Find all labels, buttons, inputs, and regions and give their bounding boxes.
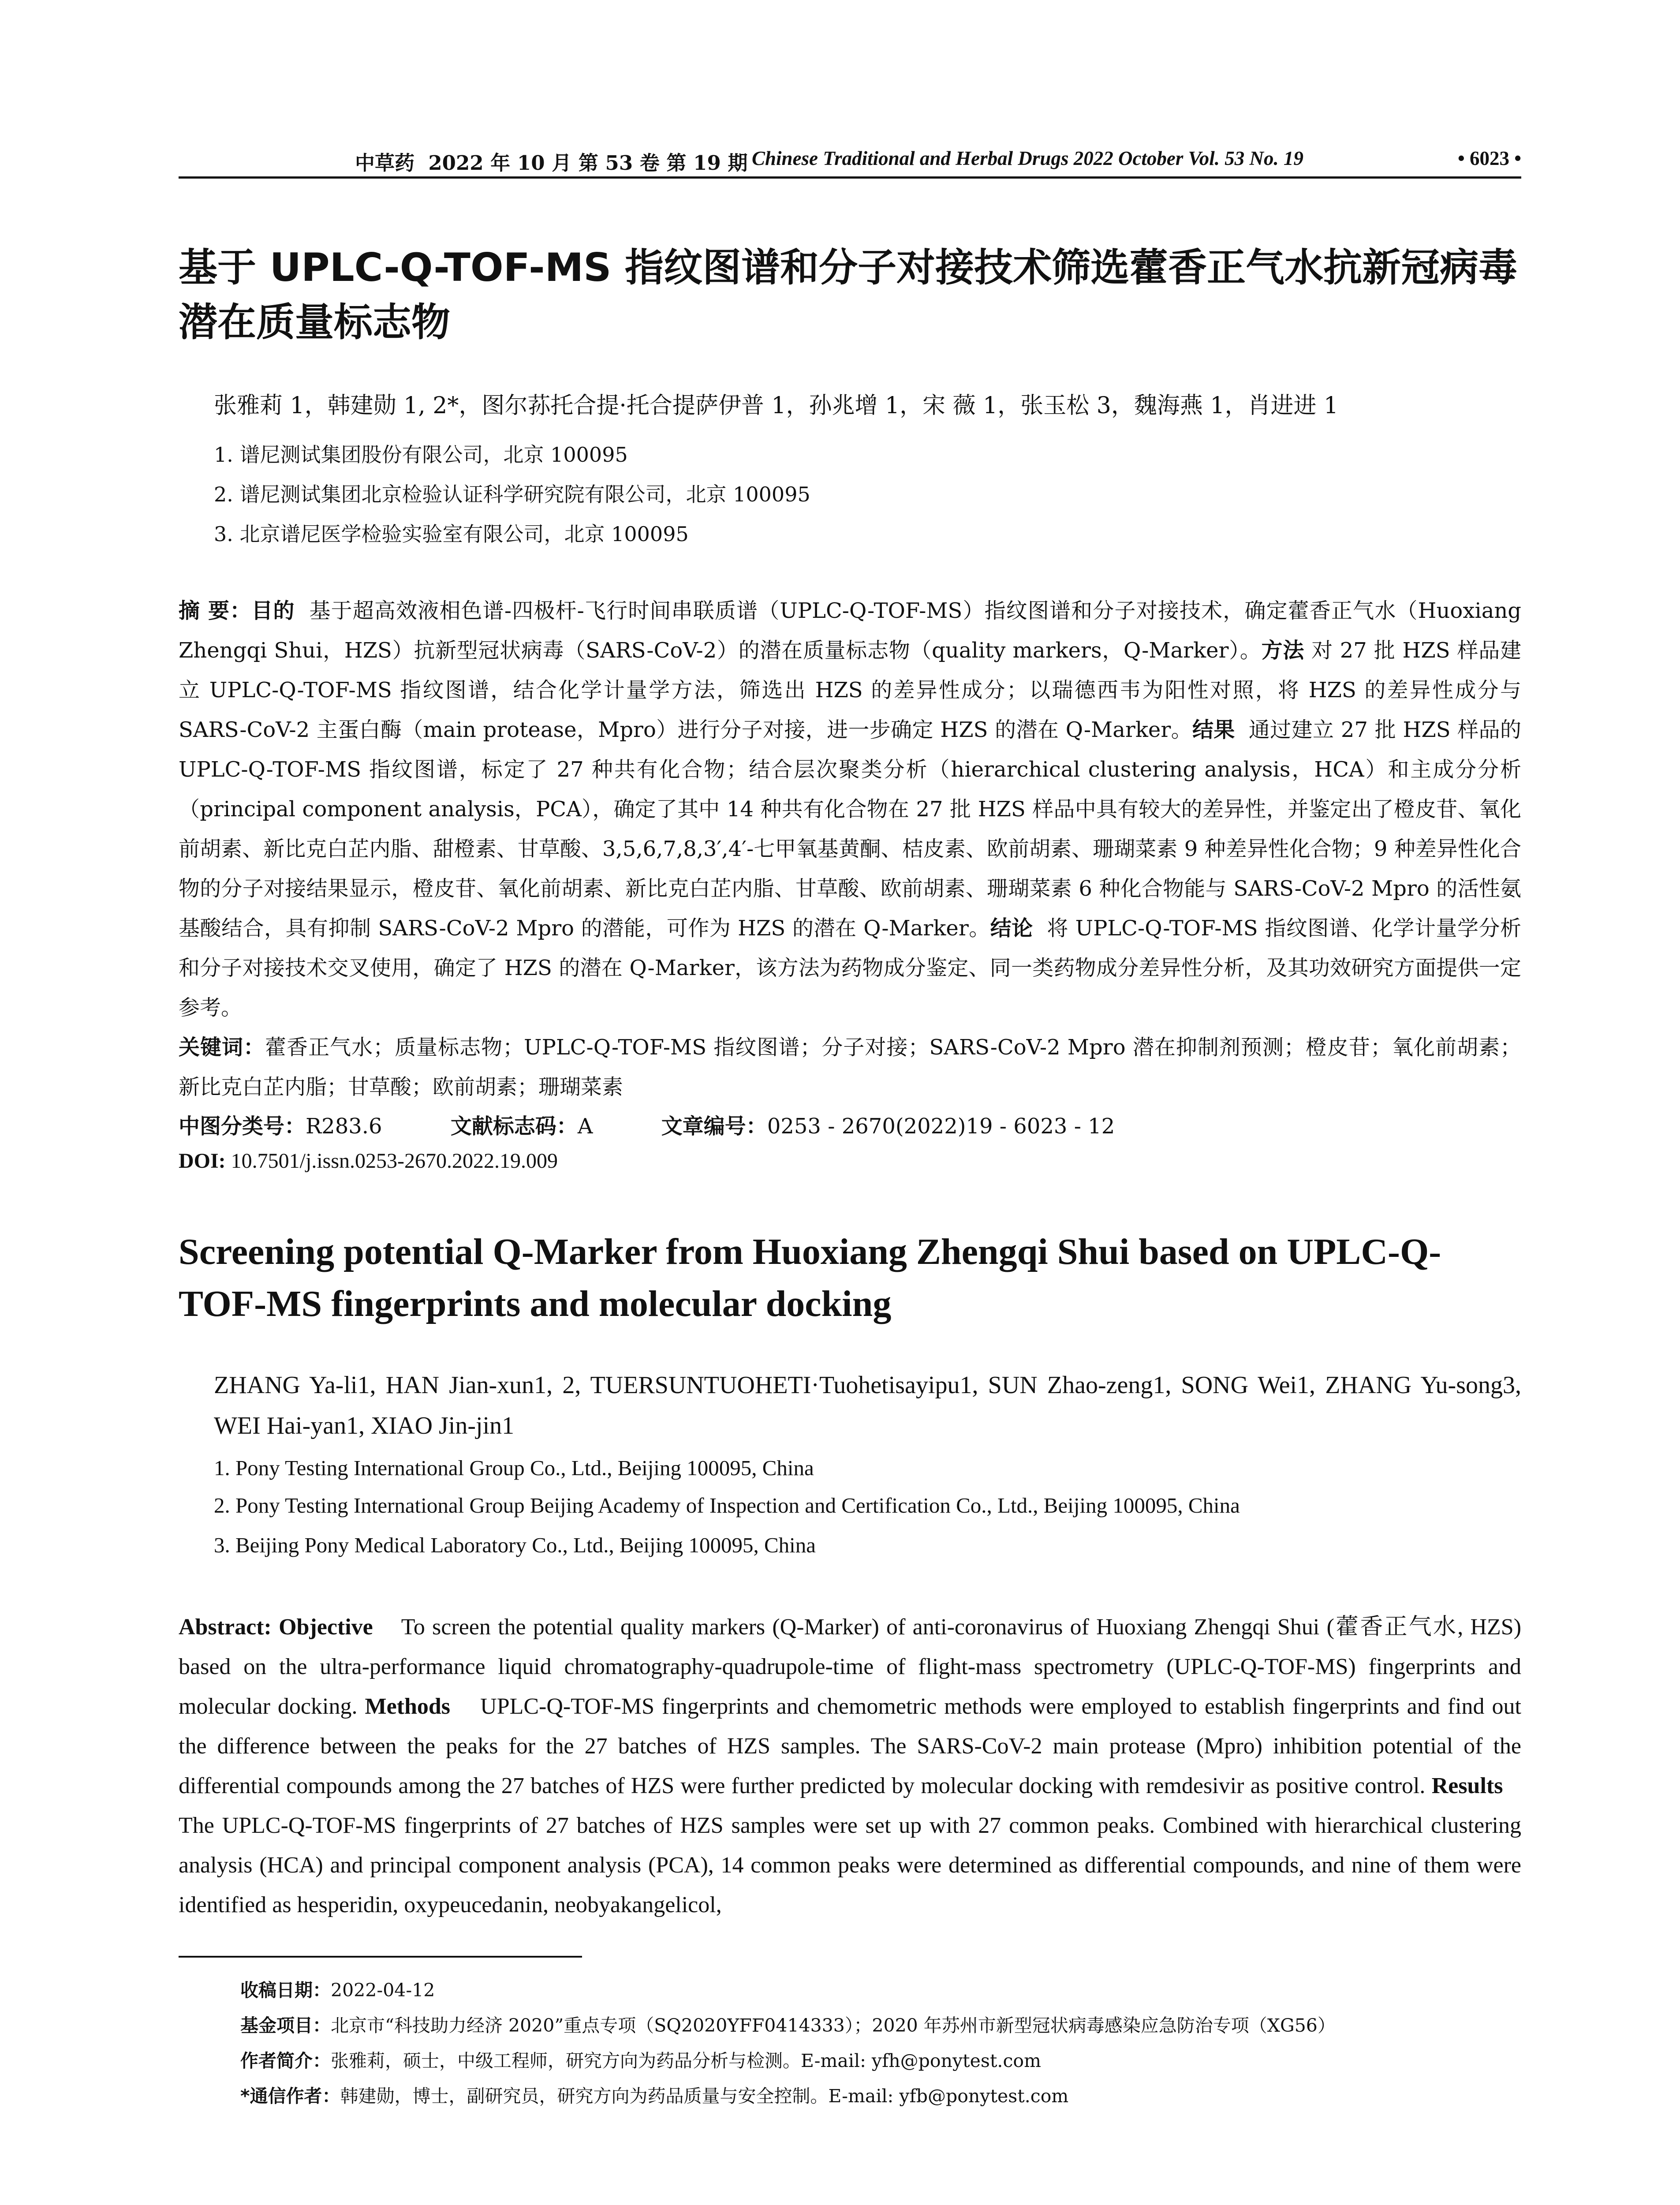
footnote-funding-text: 北京市“科技助力经济 2020”重点专项（SQ2020YFF0414333）；2020 年苏州市新型冠状病毒感染应急防治专项（XG56） <box>331 2015 1336 2036</box>
footnote-received-text: 2022-04-12 <box>331 1980 435 2001</box>
footnote-received-label: 收稿日期： <box>240 1980 331 2001</box>
conclusion-cn-text: 将 UPLC-Q-TOF-MS 指纹图谱、化学计量学分析和分子对接技术交叉使用，确定了 HZS 的潜在 Q-Marker，该方法为药物成分鉴定、同一类药物成分差异性分析，及其功效研究方面提供一定参考。 <box>179 916 1521 1020</box>
keywords-cn-text: 藿香正气水；质量标志物；UPLC-Q-TOF-MS 指纹图谱；分子对接；SARS-CoV-2 Mpro 潜在抑制剂预测；橙皮苷；氧化前胡素；新比克白芷内脂；甘草酸；欧前胡素；珊瑚菜素 <box>179 1035 1521 1099</box>
keywords-cn-label: 关键词： <box>179 1035 265 1060</box>
authors-en: ZHANG Ya-li1, HAN Jian-xun1, 2, TUERSUNTUOHETI·Tuohetisayipu1, SUN Zhao-zeng1, SONG Wei1, ZHANG Yu-song3, WEI Hai-yan1, XIAO Jin-jin1 <box>214 1372 1521 1439</box>
footnote-rule <box>179 1956 582 1958</box>
abstract-cn <box>179 591 1521 1028</box>
footnote-received <box>240 1976 435 2002</box>
clc-value: R283.6 <box>306 1114 382 1139</box>
affiliation-cn-2: 2. 谱尼测试集团北京检验认证科学研究院有限公司，北京 100095 <box>214 482 810 506</box>
classification-line <box>179 1109 1176 1140</box>
header-journal-en: Chinese Traditional and Herbal Drugs 2022 October Vol. 53 No. 19 <box>752 147 1303 169</box>
doi-value[interactable]: 10.7501/j.issn.0253-2670.2022.19.009 <box>231 1149 558 1173</box>
article-number-label: 文章编号： <box>661 1114 767 1139</box>
objective-en-text: To screen the potential quality markers (Q-Marker) of anti-coronavirus of Huoxiang Zhengqi Shui (藿香正气水, HZS) based on the ultra-performance liquid chromatography-quadrupole-time of flight-mass spectrometry (UPLC-Q-TOF-MS) fingerprints and molecular docking. <box>179 1615 1522 1719</box>
results-cn-label: 结果 <box>1192 718 1235 742</box>
methods-en-text: UPLC-Q-TOF-MS fingerprints and chemometric methods were employed to establish fingerprints and find out the difference between the peaks for the 27 batches of HZS samples. The SARS-CoV-2 main protease (Mpro) inhibition potential of the differential compounds among the 27 batches of HZS were further predicted by molecular docking with remdesivir as positive control. <box>179 1694 1522 1798</box>
objective-cn-text: 基于超高效液相色谱-四极杆-飞行时间串联质谱（UPLC-Q-TOF-MS）指纹图谱和分子对接技术，确定藿香正气水（Huoxiang Zhengqi Shui，HZS）抗新型冠状病毒（SARS-CoV-2）的潜在质量标志物（quality markers，Q-Marker）。 <box>179 598 1522 663</box>
authors-cn: 张雅莉 1，韩建勋 1, 2*，图尔荪托合提·托合提萨伊普 1，孙兆增 1，宋 薇 1，张玉松 3，魏海燕 1，肖进进 1 <box>214 392 1339 419</box>
doc-code-label: 文献标志码： <box>450 1114 578 1139</box>
methods-cn-label: 方法 <box>1261 638 1305 663</box>
header-journal-cn: 中草药 2022 年 10 月 第 53 卷 第 19 期 <box>355 151 748 175</box>
title-cn: 基于 UPLC-Q-TOF-MS 指纹图谱和分子对接技术筛选藿香正气水抗新冠病毒潜在质量标志物 <box>179 245 1518 345</box>
clc-label: 中图分类号： <box>179 1114 306 1139</box>
doi-label: DOI: <box>179 1149 226 1173</box>
affiliation-en-1: 1. Pony Testing International Group Co., Ltd., Beijing 100095, China <box>214 1456 814 1480</box>
footnote-author-bio <box>240 2046 1041 2072</box>
title-en: Screening potential Q-Marker from Huoxiang Zhengqi Shui based on UPLC-Q-TOF-MS fingerprints and molecular docking <box>179 1231 1441 1324</box>
header-rule <box>179 176 1521 179</box>
affiliation-en-3: 3. Beijing Pony Medical Laboratory Co., Ltd., Beijing 100095, China <box>214 1533 816 1557</box>
doc-code-value: A <box>577 1114 593 1139</box>
objective-cn-label: 目的 <box>251 598 295 623</box>
footnote-corresponding-label: *通信作者： <box>240 2085 340 2107</box>
objective-en-label: Objective <box>279 1615 373 1640</box>
keywords-cn <box>179 1028 1521 1107</box>
conclusion-cn-label: 结论 <box>990 916 1033 941</box>
footnote-corresponding-text: 韩建勋，博士，副研究员，研究方向为药品质量与安全控制。E-mail: yfb@ponytest.com <box>340 2085 1069 2107</box>
affiliation-cn-3: 3. 北京谱尼医学检验实验室有限公司，北京 100095 <box>214 522 689 546</box>
results-en-text: The UPLC-Q-TOF-MS fingerprints of 27 batches of HZS samples were set up with 27 common peaks. Combined with hierarchical clustering analysis (HCA) and principal component analysis (PCA), 14 common peaks were determined as differential compounds, and nine of them were identified as hesperidin, oxypeucedanin, neobyakangelicol, <box>179 1813 1521 1917</box>
footnote-author-bio-label: 作者简介： <box>240 2050 331 2071</box>
results-cn-text: 通过建立 27 批 HZS 样品的 UPLC-Q-TOF-MS 指纹图谱，标定了 27 种共有化合物；结合层次聚类分析（hierarchical clustering analysis，HCA）和主成分分析（principal component analysis，PCA），确定了其中 14 种共有化合物在 27 批 HZS 样品中具有较大的差异性，并鉴定出了橙皮苷、氧化前胡素、新比克白芷内脂、甜橙素、甘草酸、3,5,6,7,8,3′,4′-七甲氧基黄酮、桔皮素、欧前胡素、珊瑚菜素 9 种差异性化合物；9 种差异性化合物的分子对接结果显示，橙皮苷、氧化前胡素、新比克白芷内脂、甘草酸、欧前胡素、珊瑚菜素 6 种化合物能与 SARS-CoV-2 Mpro 的活性氨基酸结合，具有抑制 SARS-CoV-2 Mpro 的潜能，可作为 HZS 的潜在 Q-Marker。 <box>179 718 1521 941</box>
footnote-funding <box>240 2011 1336 2037</box>
affiliation-cn-1: 1. 谱尼测试集团股份有限公司，北京 100095 <box>214 443 628 467</box>
running-header <box>179 140 1521 176</box>
affiliation-en-2: 2. Pony Testing International Group Beijing Academy of Inspection and Certification Co., Ltd., Beijing 100095, China <box>214 1493 1240 1517</box>
abstract-en-label: Abstract: <box>179 1615 272 1640</box>
abstract-cn-label: 摘 要： <box>179 598 252 623</box>
results-en-label: Results <box>1431 1773 1503 1798</box>
footnote-corresponding <box>240 2082 1068 2108</box>
methods-cn-text: 对 27 批 HZS 样品建立 UPLC-Q-TOF-MS 指纹图谱，结合化学计量学方法，筛选出 HZS 的差异性成分；以瑞德西韦为阳性对照，将 HZS 的差异性成分与 SARS-CoV-2 主蛋白酶（main protease，Mpro）进行分子对接，进一步确定 HZS 的潜在 Q-Marker。 <box>179 638 1521 742</box>
methods-en-label: Methods <box>365 1694 451 1719</box>
page-number: • 6023 • <box>1457 147 1521 169</box>
footnote-funding-label: 基金项目： <box>240 2015 331 2036</box>
abstract-en <box>179 1607 1521 1925</box>
doi-line <box>179 1149 558 1173</box>
article-number-value: 0253 - 2670(2022)19 - 6023 - 12 <box>767 1114 1115 1139</box>
footnote-author-bio-text: 张雅莉，硕士，中级工程师，研究方向为药品分析与检测。E-mail: yfh@ponytest.com <box>331 2050 1041 2071</box>
